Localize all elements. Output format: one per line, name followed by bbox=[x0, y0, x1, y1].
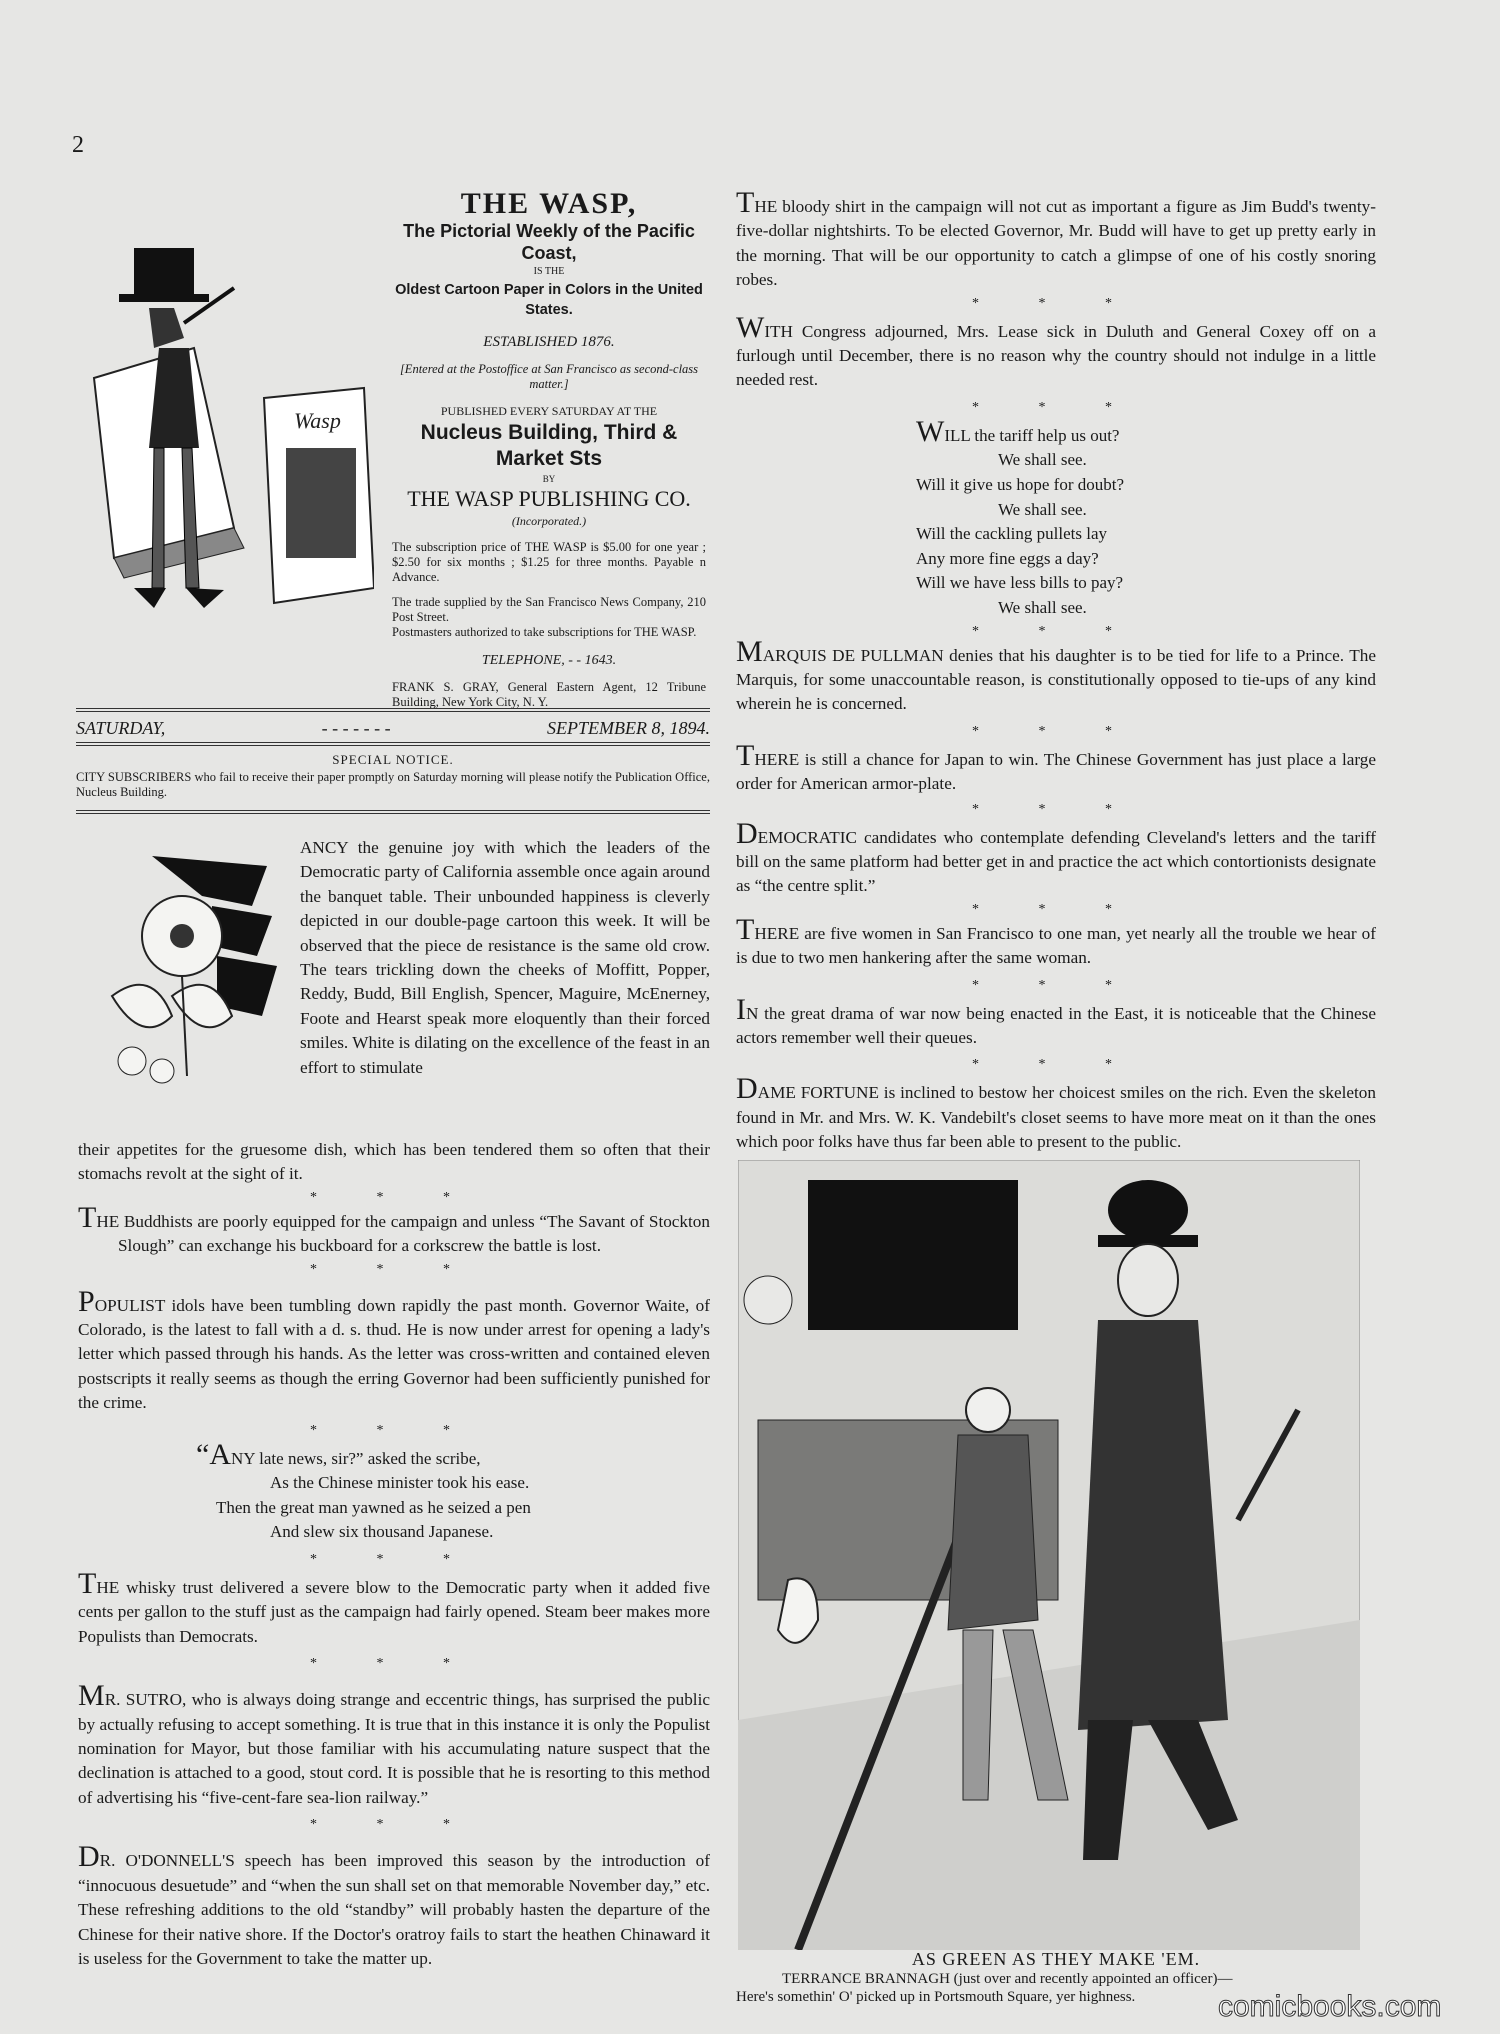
fancy-paragraph-end: their appetites for the gruesome dish, which has been tendered them so often that their stomachs revolt at the sight of it. bbox=[78, 1140, 710, 1184]
verse2-line: Will the cackling pullets lay bbox=[916, 524, 1107, 544]
separator-stars: * * * bbox=[972, 295, 1140, 311]
separator-stars: * * * bbox=[972, 801, 1140, 817]
drama-initial: I bbox=[736, 992, 746, 1026]
verse2-line: We shall see. bbox=[998, 598, 1087, 617]
separator-stars: * * * bbox=[310, 1656, 478, 1672]
masthead-subtitle: The Pictorial Weekly of the Pacific Coast, bbox=[403, 221, 695, 264]
japan-text: HERE is still a chance for Japan to win. The Chinese Government has just place a large order for American armor-plate. bbox=[736, 749, 1376, 794]
masthead-established: ESTABLISHED 1876. bbox=[483, 334, 615, 351]
masthead-incorporated: (Incorporated.) bbox=[511, 514, 587, 529]
dateline-day: SATURDAY, bbox=[76, 718, 166, 738]
shirt-initial: T bbox=[736, 186, 755, 219]
separator-stars: * * * bbox=[972, 1057, 1140, 1073]
policeman-cartoon bbox=[738, 1160, 1360, 1950]
verse2-line: ILL the tariff help us out? bbox=[944, 425, 1120, 445]
women-text: HERE are five women in San Francisco to one man, yet nearly all the trouble we hear of is due to two men hankering after the same woman. bbox=[736, 923, 1376, 968]
whisky-initial: T bbox=[78, 1567, 97, 1601]
separator-stars: * * * bbox=[972, 977, 1140, 993]
fortune-initial: D bbox=[736, 1072, 758, 1106]
masthead-telephone: TELEPHONE, - - 1643. bbox=[481, 653, 617, 669]
chinese-minister-verse bbox=[78, 1437, 710, 1545]
wasp-mascot-illustration bbox=[74, 228, 374, 648]
japan-paragraph bbox=[736, 738, 1376, 797]
buddhists-text: HE Buddhists are poorly equipped for the campaign and unless “The Savant of Stockton Slough” can exchange his buckboard for a corkscrew the battle is lost. bbox=[96, 1211, 710, 1256]
drama-paragraph bbox=[736, 992, 1376, 1051]
verse2-line: We shall see. bbox=[998, 499, 1087, 519]
marquis-paragraph bbox=[736, 634, 1376, 717]
notice-rule bbox=[76, 810, 710, 814]
separator-stars: * * * bbox=[972, 901, 1140, 917]
marquis-initial: M bbox=[736, 634, 763, 668]
dateline-date: SEPTEMBER 8, 1894. bbox=[547, 718, 710, 738]
verse1-initial: “A bbox=[196, 1437, 231, 1471]
whisky-paragraph bbox=[78, 1567, 710, 1649]
congress-paragraph bbox=[736, 310, 1376, 393]
women-initial: T bbox=[736, 912, 755, 946]
watermark: comicbooks.com bbox=[1218, 1990, 1442, 2023]
separator-stars: * * * bbox=[972, 623, 1140, 639]
verse2-line: Will it give us hope for doubt? bbox=[916, 475, 1125, 495]
masthead-entered: [Entered at the Postoffice at San Francisco as second-class matter.] bbox=[399, 362, 699, 392]
odonnell-paragraph bbox=[78, 1840, 710, 1971]
separator-stars: * * * bbox=[310, 1189, 478, 1205]
masthead-is-the: IS THE bbox=[533, 266, 565, 278]
populist-initial: P bbox=[78, 1284, 95, 1318]
democratic-text: EMOCRATIC candidates who contemplate defending Cleveland's letters and the tariff bill on the same platform had better get in and practice the act which contortionists designate as “the centre split.” bbox=[736, 827, 1376, 896]
svg-text:Wasp: Wasp bbox=[294, 408, 341, 433]
drama-text: N the great drama of war now being enacted in the East, it is noticeable that the Chinese actors remember well their queues. bbox=[736, 1003, 1376, 1048]
masthead-oldest: Oldest Cartoon Paper in Colors in the United States. bbox=[395, 282, 703, 319]
buddhists-initial: T bbox=[78, 1200, 97, 1234]
marquis-text: ARQUIS DE PULLMAN denies that his daughter is to be tied for life to a Prince. The Marquis, for some unaccountable reason, is constitutionally opposed to tie-ups of any kind wherein he is concerned. bbox=[736, 645, 1376, 714]
dateline-rule-top bbox=[76, 708, 710, 712]
caption-line: TERRANCE BRANNAGH (just over and recently appointed an officer)— bbox=[782, 1971, 1233, 1987]
whisky-text: HE whisky trust delivered a severe blow to the Democratic party when it added five cents per gallon to the stuff just as the campaign had fairly opened. Steam beer makes more Populists than Democrats. bbox=[78, 1578, 710, 1646]
separator-stars: * * * bbox=[972, 723, 1140, 739]
verse1-line: And slew six thousand Japanese. bbox=[270, 1522, 494, 1542]
caption-title: AS GREEN AS THEY MAKE 'EM. bbox=[911, 1949, 1201, 1969]
masthead bbox=[388, 187, 710, 710]
fortune-paragraph bbox=[736, 1072, 1376, 1154]
left-column bbox=[78, 836, 710, 1971]
separator-stars: * * * bbox=[310, 1261, 478, 1277]
verse1-line: NY late news, sir?” asked the scribe, bbox=[230, 1448, 481, 1468]
special-notice-text: CITY SUBSCRIBERS who fail to receive their paper promptly on Saturday morning will please notify the Publication Office, Nucleus Building. bbox=[76, 770, 710, 799]
special-notice-title: SPECIAL NOTICE. bbox=[332, 752, 454, 767]
democratic-initial: D bbox=[736, 816, 758, 850]
masthead-building: Nucleus Building, Third & Market Sts bbox=[420, 421, 678, 471]
page-number: 2 bbox=[72, 132, 84, 158]
women-paragraph bbox=[736, 912, 1376, 971]
masthead-publisher: THE WASP PUBLISHING CO. bbox=[407, 486, 691, 512]
buddhists-paragraph bbox=[78, 1200, 710, 1259]
fortune-text: AME FORTUNE is inclined to bestow her choicest smiles on the rich. Even the skeleton found in Mr. and Mrs. W. K. Vandebilt's closet seems to have more meat on it than the ones which poor folks have thus far been able to present to the public. bbox=[736, 1083, 1376, 1152]
odonnell-text: R. O'DONNELL'S speech has been improved this season by the introduction of “innocuous desuetude” and “when the sun shall set on that memorable November day,” etc. These refreshing additions to the old “standby” will probably hasten the departure of the Chinese for their native shore. If the Doctor's oratroy fails to start the heathen Chinaward it is useless for the Government to take the matter up. bbox=[78, 1851, 710, 1968]
congress-initial: W bbox=[736, 310, 765, 344]
fancy-paragraph: ANCY the genuine joy with which the leaders of the Democratic party of California assemble once again around the banquet table. Their unbounded happiness is cleverly depicted in our double-page cartoon this week. It will be observed that the piece de resistance is the same old crow. The tears trickling down the cheeks of Moffitt, Popper, Reddy, Budd, Bill English, Spencer, Maguire, McEnerney, Foote and Hearst speak more eloquently than their forced smiles. White is dilating on the excellence of the feast in an effort to stimulate bbox=[300, 838, 710, 1077]
masthead-title: THE WASP, bbox=[460, 187, 638, 220]
japan-initial: T bbox=[736, 738, 755, 772]
verse1-line: As the Chinese minister took his ease. bbox=[270, 1473, 530, 1493]
caption-line: Here's somethin' O' picked up in Portsmouth Square, yer highness. bbox=[736, 1989, 1136, 2005]
sutro-initial: M bbox=[78, 1679, 105, 1713]
verse2-line: Any more fine eggs a day? bbox=[916, 548, 1099, 568]
masthead-trade: The trade supplied by the San Francisco News Company, 210 Post Street. bbox=[392, 595, 706, 625]
verse2-initial: W bbox=[916, 414, 945, 448]
congress-text: ITH Congress adjourned, Mrs. Lease sick in Duluth and General Coxey off on a furlough until December, there is no reason why the country should not indulge in a little needed rest. bbox=[736, 321, 1376, 390]
sutro-text: R. SUTRO, who is always doing strange and eccentric things, has surprised the public by actually refusing to accept something. It is true that in this instance it is only the Populist nomination for Mayor, but those familiar with his accumulating nature suspect that the declination is attached to a good, stout cord. It is possible that he is resorting to this method of advertising his “five-cent-fare sea-lion railway.” bbox=[78, 1690, 711, 1807]
masthead-by: BY bbox=[542, 474, 556, 485]
shirt-text: HE bloody shirt in the campaign will not cut as important a figure as Jim Budd's twenty-five-dollar nightshirts. To be elected Governor, Mr. Budd will have to get up pretty early in the morning. That will be our opportunity to catch a glimpse of one of his costly snoring robes. bbox=[736, 197, 1376, 290]
verse2-line: We shall see. bbox=[998, 450, 1087, 470]
masthead-published: PUBLISHED EVERY SATURDAY AT THE bbox=[440, 404, 658, 419]
separator-stars: * * * bbox=[310, 1552, 478, 1568]
populist-text: OPULIST idols have been tumbling down rapidly the past month. Governor Waite, of Colorado, is the latest to fall with a d. s. thud. He is now under arrest for opening a lady's letter which passed through his hands. As the letter was cross-written and contained eleven postscripts it really seems as though the erring Governor had been sufficiently punished for the crime. bbox=[78, 1295, 710, 1413]
separator-stars: * * * bbox=[310, 1817, 478, 1833]
masthead-subscription: The subscription price of THE WASP is $5.00 for one year ; $2.50 for six months ; $1.25 for three months. Payable n Advance. bbox=[392, 540, 706, 585]
dateline-rule-bottom bbox=[76, 742, 710, 746]
masthead-postmasters: Postmasters authorized to take subscriptions for THE WASP. bbox=[392, 625, 697, 640]
separator-stars: * * * bbox=[972, 399, 1140, 415]
tariff-verse bbox=[736, 414, 1376, 621]
masthead-agent: FRANK S. GRAY, General Eastern Agent, 12 Tribune Building, New York City, N. Y. bbox=[392, 680, 706, 710]
separator-stars: * * * bbox=[310, 1422, 478, 1438]
odonnell-initial: D bbox=[78, 1840, 100, 1874]
sutro-paragraph bbox=[78, 1679, 711, 1810]
democratic-paragraph bbox=[736, 816, 1376, 899]
verse1-line: Then the great man yawned as he seized a pen bbox=[216, 1497, 531, 1517]
right-column bbox=[736, 186, 1376, 1183]
populist-paragraph bbox=[78, 1284, 710, 1416]
verse2-line: Will we have less bills to pay? bbox=[916, 573, 1124, 593]
flower-illustration-space bbox=[78, 836, 300, 1138]
dateline-dashes: - - - - - - - bbox=[321, 718, 391, 738]
dateline bbox=[76, 708, 710, 814]
shirt-paragraph bbox=[736, 186, 1376, 293]
